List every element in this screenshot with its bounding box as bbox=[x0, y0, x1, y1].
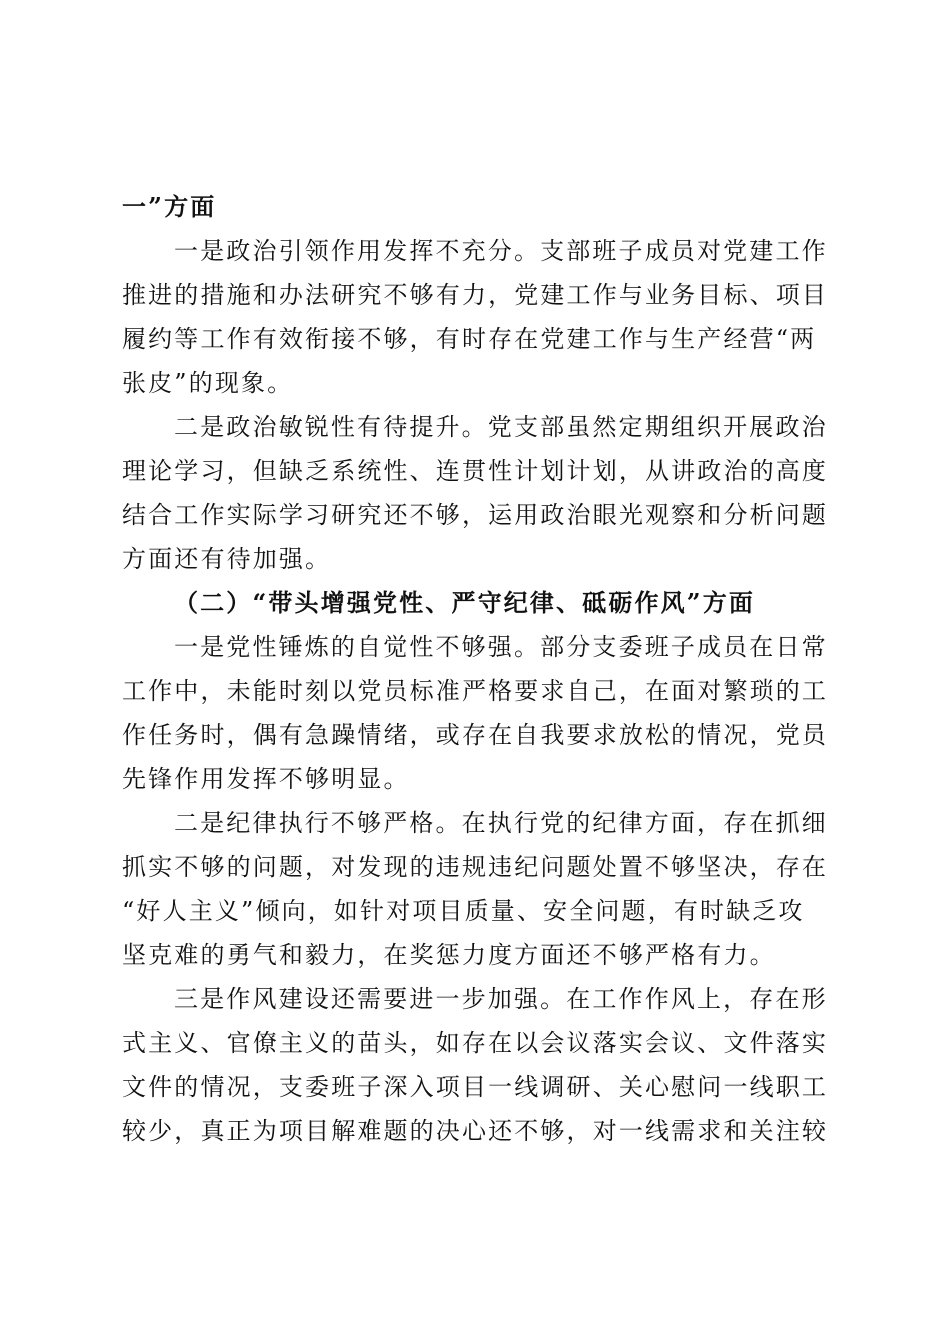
paragraph-line: 张皮”的现象。 bbox=[122, 369, 294, 397]
section-heading-2: （二）“带头增强党性、严守纪律、砥砺作风”方面 bbox=[174, 588, 756, 617]
paragraph-line: 先锋作用发挥不够明显。 bbox=[122, 765, 410, 793]
paragraph-line: 作任务时，偶有急躁情绪，或存在自我要求放松的情况，党员 bbox=[122, 721, 829, 749]
paragraph-line: 履约等工作有效衔接不够，有时存在党建工作与生产经营“两 bbox=[122, 325, 817, 353]
paragraph-line: 二是纪律执行不够严格。在执行党的纪律方面，存在抓细 bbox=[174, 809, 828, 837]
paragraph bbox=[122, 801, 832, 977]
paragraph-line: 方面还有待加强。 bbox=[122, 545, 332, 573]
paragraph bbox=[122, 405, 832, 581]
paragraph-line: 工作中，未能时刻以党员标准严格要求自己，在面对繁琐的工 bbox=[122, 677, 829, 705]
paragraph-line: “好人主义”倾向，如针对项目质量、安全问题，有时缺乏攻 bbox=[122, 897, 805, 925]
paragraph-line: 一是政治引领作用发挥不充分。支部班子成员对党建工作 bbox=[174, 237, 828, 265]
paragraph bbox=[122, 229, 832, 405]
section-heading-1: 一”方面 bbox=[122, 192, 217, 221]
paragraph-line: 式主义、官僚主义的苗头，如存在以会议落实会议、文件落实 bbox=[122, 1029, 829, 1057]
paragraph bbox=[122, 977, 832, 1153]
paragraph-line: 二是政治敏锐性有待提升。党支部虽然定期组织开展政治 bbox=[174, 413, 828, 441]
paragraph-line: 推进的措施和办法研究不够有力，党建工作与业务目标、项目 bbox=[122, 281, 829, 309]
paragraph-line: 一是党性锤炼的自觉性不够强。部分支委班子成员在日常 bbox=[174, 633, 828, 661]
paragraph-line: 文件的情况，支委班子深入项目一线调研、关心慰问一线职工 bbox=[122, 1073, 829, 1101]
paragraph-line: 三是作风建设还需要进一步加强。在工作作风上，存在形 bbox=[174, 985, 828, 1013]
paragraph-line: 较少，真正为项目解难题的决心还不够，对一线需求和关注较 bbox=[122, 1117, 829, 1145]
paragraph-line: 坚克难的勇气和毅力，在奖惩力度方面还不够严格有力。 bbox=[122, 941, 776, 969]
paragraph-line: 结合工作实际学习研究还不够，运用政治眼光观察和分析问题 bbox=[122, 501, 829, 529]
paragraph bbox=[122, 625, 832, 801]
paragraph-line: 理论学习，但缺乏系统性、连贯性计划计划，从讲政治的高度 bbox=[122, 457, 829, 485]
paragraph-line: 抓实不够的问题，对发现的违规违纪问题处置不够坚决，存在 bbox=[122, 853, 829, 881]
document-page bbox=[122, 185, 832, 1153]
